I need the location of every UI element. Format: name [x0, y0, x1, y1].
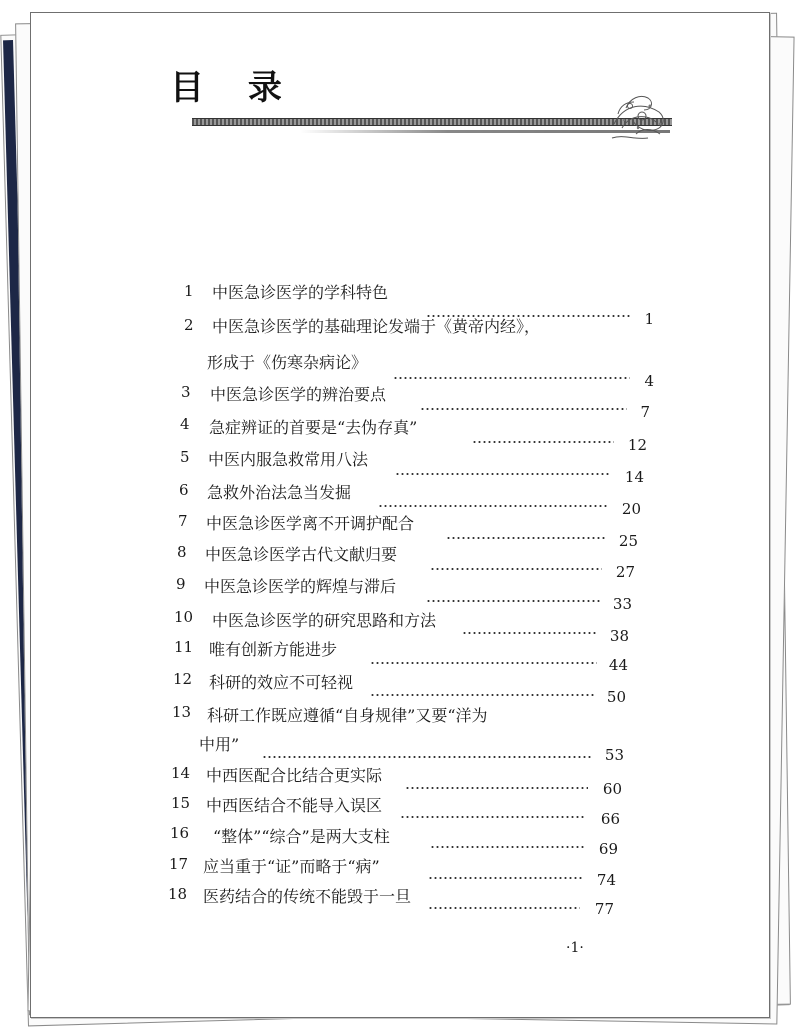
toc-entry-number: 14 — [171, 764, 191, 782]
toc-entry-title: 应当重于“证”而略于“病” — [203, 857, 380, 876]
toc-entry-title: 科研的效应不可轻视 — [209, 673, 354, 692]
toc-entry-page: 20 — [621, 500, 641, 518]
toc-leader-dots — [370, 662, 597, 664]
toc-entry-number: 8 — [177, 543, 187, 561]
toc-entry-page: 66 — [600, 810, 620, 828]
page-title: 目 录 — [170, 68, 298, 108]
toc-entry-number: 13 — [172, 703, 192, 721]
toc-leader-dots — [428, 907, 580, 909]
toc-entry-title: 科研工作既应遵循“自身规律”又要“洋为 — [207, 706, 488, 725]
toc-entry-title: 中西医结合不能导入误区 — [206, 796, 383, 815]
toc-entry-title-continued: 形成于《伤寒杂病论》 — [207, 353, 368, 372]
toc-entry-number: 10 — [174, 608, 194, 626]
toc-entry-number: 9 — [176, 575, 186, 593]
toc-entry-title: 急救外治法急当发掘 — [207, 483, 352, 502]
toc-leader-dots — [426, 600, 600, 602]
toc-entry-number: 2 — [184, 316, 194, 334]
toc-entry-page: 77 — [594, 900, 614, 918]
toc-leader-dots — [430, 846, 584, 848]
toc-entry-number: 15 — [171, 794, 191, 812]
toc-entry-number: 7 — [178, 512, 188, 530]
toc-leader-dots — [400, 816, 586, 818]
toc-leader-dots — [262, 756, 592, 758]
toc-leader-dots — [405, 787, 588, 789]
toc-entry-number: 16 — [170, 824, 190, 842]
toc-leader-dots — [462, 632, 597, 634]
toc-entry-title: 中医急诊医学的学科特色 — [212, 283, 389, 302]
toc-entry-page: 4 — [644, 372, 654, 390]
page-number: ·1· — [566, 940, 584, 956]
toc-entry-page: 25 — [618, 532, 638, 550]
toc-entry-page: 53 — [604, 746, 624, 764]
toc-entry-number: 11 — [174, 638, 194, 656]
toc-leader-dots — [446, 537, 606, 539]
toc-leader-dots — [430, 568, 602, 570]
toc-entry-title: 中医急诊医学的辨治要点 — [210, 385, 387, 404]
toc-entry-page: 74 — [596, 871, 616, 889]
toc-entry-page: 69 — [598, 840, 618, 858]
toc-entry-number: 4 — [180, 415, 190, 433]
toc-entry-title: 中医急诊医学古代文献归要 — [205, 545, 398, 564]
toc-entry-page: 1 — [644, 310, 654, 328]
toc-entry-title: 中西医配合比结合更实际 — [206, 766, 383, 785]
toc-entry-page: 12 — [627, 436, 647, 454]
toc-leader-dots — [472, 441, 614, 443]
toc-entry-title: “整体”“综合”是两大支柱 — [213, 827, 390, 846]
toc-entry-number: 6 — [179, 481, 189, 499]
toc-entry-title: 医药结合的传统不能毁于一旦 — [203, 887, 412, 906]
toc-entry-title: 急症辨证的首要是“去伪存真” — [209, 418, 418, 437]
toc-entry-page: 50 — [606, 688, 626, 706]
toc-entry-page: 60 — [602, 780, 622, 798]
toc-entry-page: 33 — [612, 595, 632, 613]
toc-entry-number: 17 — [169, 855, 189, 873]
toc-leader-dots — [378, 505, 608, 507]
toc-leader-dots — [428, 877, 582, 879]
toc-entry-title: 中医急诊医学的研究思路和方法 — [212, 611, 437, 630]
toc-entry-page: 27 — [615, 563, 635, 581]
toc-entry-number: 3 — [181, 383, 191, 401]
toc-entry-number: 5 — [180, 448, 190, 466]
toc-leader-dots — [420, 408, 627, 410]
toc-leader-dots — [370, 694, 595, 696]
toc-leader-dots — [393, 377, 630, 379]
toc-entry-number: 12 — [173, 670, 193, 688]
toc-leader-dots — [395, 473, 610, 475]
toc-entry-page: 44 — [608, 656, 628, 674]
toc-entry-title: 唯有创新方能进步 — [209, 640, 338, 659]
toc-entry-title: 中医急诊医学的基础理论发端于《黄帝内经》， — [212, 317, 541, 336]
toc-entry-title: 中医急诊医学离不开调护配合 — [206, 514, 415, 533]
toc-entry-page: 38 — [609, 627, 629, 645]
toc-entry-page: 14 — [624, 468, 644, 486]
toc-entry-title-continued: 中用” — [199, 735, 240, 754]
toc-entry-number: 18 — [168, 885, 188, 903]
toc-entry-title: 中医急诊医学的辉煌与滞后 — [204, 577, 397, 596]
toc-entry-number: 1 — [184, 282, 194, 300]
toc-entry-page: 7 — [640, 403, 650, 421]
toc-entry-title: 中医内服急救常用八法 — [208, 450, 369, 469]
